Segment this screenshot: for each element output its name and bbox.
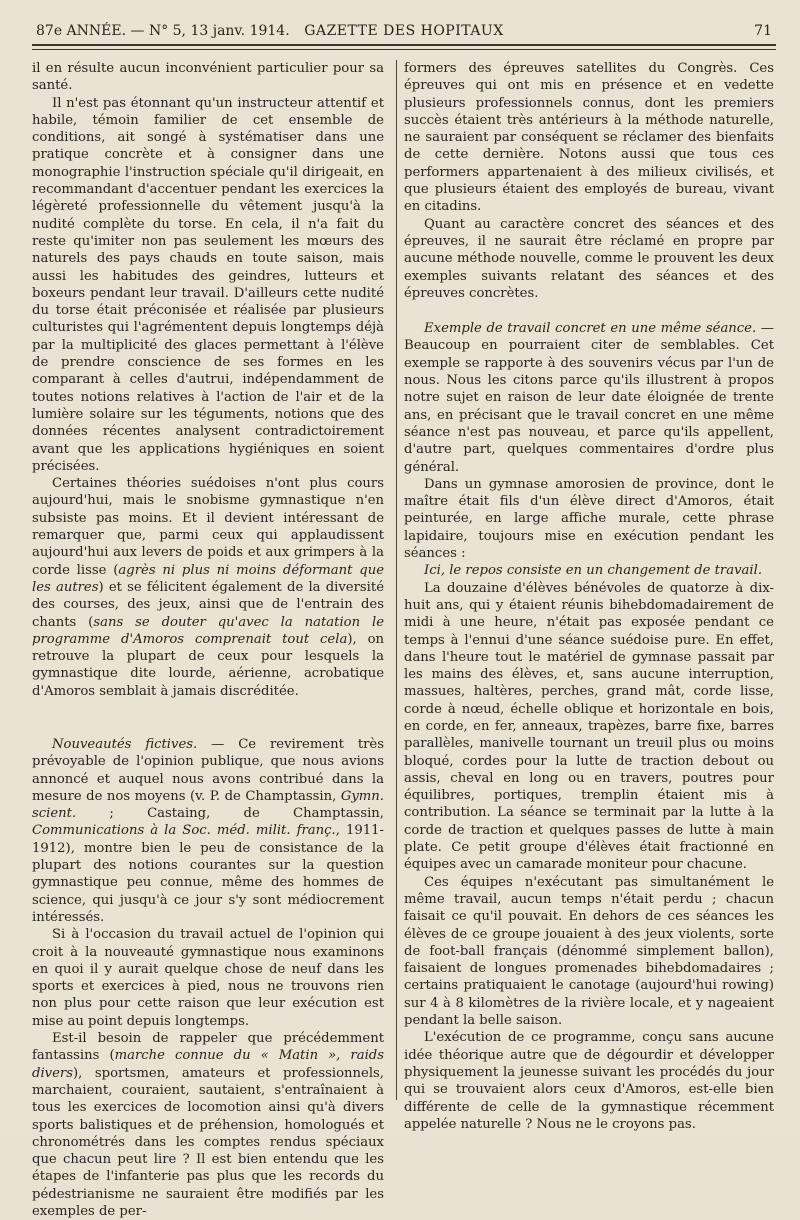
journal-title: GAZETTE DES HOPITAUX (304, 23, 504, 39)
paragraph: Quant au caractère concret des séances et des épreuves, il ne saurait être réclamé en propre par aucune méthode nouvelle, comme le prouvent les deux exemples suivants relatant des séances et des épreuves concrètes. (404, 216, 774, 301)
column-divider (396, 60, 397, 1100)
paragraph: Est-il besoin de rappeler que précédemment fantassins (marche connue du « Matin », raids divers), sportsmen, amateurs et professionnels, marchaient, couraient, sautaient, s'entraînaient à tous les exercices de locomotion ainsi qu'à divers sports balistiques et de préhension, homologués et chronométrés dans les comptes rendus spéciaux que chacun peut lire ? Il est bien entendu que les étapes de l'infanterie pas plus que les records du pédestrianisme ne sauraient être modifiés par les exemples de per- (32, 1031, 384, 1219)
issue-line: 87e ANNÉE. — N° 5, 13 janv. 1914. (36, 23, 290, 39)
paragraph: Ces équipes n'exécutant pas simultanément le même travail, aucun temps n'était perdu ; chacun faisait ce qu'il pouvait. En dehors de ces séances les élèves de ce groupe jouaient à des jeux violents, sorte de foot-ball français (dénommé simplement ballon), faisaient de longues promenades bihebdomadaires ; certains pratiquaient le canotage (aujourd'hui rowing) sur 4 à 8 kilomètres de la rivière locale, et y nageaient pendant la belle saison. (404, 874, 774, 1029)
page-number: 71 (754, 23, 772, 39)
section-paragraph: Exemple de travail concret en une même séance. — Beaucoup en pourraient citer de semblables. Cet exemple se rapporte à des souvenirs vécus par l'un de nous. Nous les citons parce qu'ils illustrent à propos notre sujet en raison de leur date éloignée de trente ans, en précisant que le travail concret en une même séance n'est pas nouveau, et parce qu'ils appellent, d'autre part, quelques commentaires d'ordre plus général. (404, 321, 774, 475)
page-header (36, 20, 772, 42)
section-title: Nouveautés fictives. (52, 736, 198, 752)
paragraph: formers des épreuves satellites du Congrès. Ces épreuves qui ont mis en présence et en vedette plusieurs professionnels connus, dont les premiers succès étaient très antérieurs à la méthode naturelle, ne sauraient par conséquent se réclamer des bienfaits de cette dernière. Notons aussi que tous ces performers appartenaient à des milieux civilisés, et que plusieurs étaient des employés de bureau, vivant en citadins. (404, 61, 774, 215)
header-rule-thin (32, 49, 776, 50)
paragraph: Si à l'occasion du travail actuel de l'opinion qui croit à la nouveauté gymnastique nous examinons en quoi il y aurait quelque chose de neuf dans les sports et exercices à pied, nous ne trouvons rien non plus pour cette raison que leur exécution est mise au point depuis longtemps. (32, 927, 384, 1029)
paragraph: Certaines théories suédoises n'ont plus cours aujourd'hui, mais le snobisme gymnastique n'en subsiste pas moins. Et il devient intéressant de remarquer que, parmi ceux qui applaudissent aujourd'hui aux levers de poids et aux grimpers à la corde lisse (agrès ni plus ni moins déformant que les autres) et se félicitent également de la diversité des courses, des jeux, ainsi que de l'entrain des chants (sans se douter qu'avec la natation le programme d'Amoros comprenait tout cela), on retrouve la plupart de ceux pour lesquels la gymnastique dite lourde, aérienne, acrobatique d'Amoros semblait à jamais discréditée. (32, 476, 385, 699)
motto: Ici, le repos consiste en un changement de travail. (424, 563, 763, 579)
header-rule-thick (32, 44, 776, 46)
section-paragraph: Nouveautés fictives. — Ce revirement très prévoyable de l'opinion publique, que nous avions annoncé et auquel nous avons contribué dans la mesure de nos moyens (v. P. de Champtassin, Gymn. scient. ; Castaing, de Champtassin, Communications à la Soc. méd. milit. franç., 1911-1912), montre bien le peu de consistance de la plupart des notions courantes sur la question gymnastique peu connue, même des hommes de science, qui jusqu'à ce jour s'y sont médiocrement intéressés. (32, 736, 384, 925)
left-column (32, 60, 384, 1220)
paragraph: Il n'est pas étonnant qu'un instructeur attentif et habile, témoin familier de cet ensemble de conditions, ait songé à systématiser dans une pratique concrète et à consigner dans une monographie l'instruction spéciale qu'il dirigeait, en recommandant d'accentuer pendant les exercices la légèreté professionnelle du vêtement jusqu'à la nudité complète du torse. En cela, il n'a fait du reste qu'imiter non pas seulement les mœurs des naturels des pays chauds en toute saison, mais aussi les habitudes des geindres, lutteurs et boxeurs pendant leur travail. D'ailleurs cette nudité du torse était préconisée et réalisée par plusieurs culturistes qui l'agrémentent depuis longtemps déjà par la multiplicité des glaces permettant à l'élève de prendre conscience de ses formes en les comparant à celles d'autrui, indépendamment de toutes notions relatives à l'action de l'air et de la lumière solaire sur les téguments, notions que des données récentes analysent contradictoirement avant que les applications hygiéniques en soient précisées. (32, 95, 384, 474)
paragraph: il en résulte aucun inconvénient particulier pour sa santé. (32, 61, 384, 94)
section-title: Exemple de travail concret en une même séance. (424, 321, 757, 337)
paragraph: La douzaine d'élèves bénévoles de quatorze à dix-huit ans, qui y étaient réunis bihebdomadairement de midi à une heure, n'était pas exposée pendant ce temps à l'ennui d'une séance suédoise pure. En effet, dans l'heure tout le matériel de gymnase passait par les mains des élèves, et, sans aucune interruption, massues, haltères, perches, grand mât, corde lisse, corde à nœud, échelle oblique et horizontale en bois, en corde, en fer, anneaux, trapèzes, barre fixe, barres parallèles, manivelle tournant un treuil plus ou moins bloqué, cordes pour la lutte de traction debout ou assis, cheval en long ou en travers, poutres pour équilibres, portiques, tremplin étaient mis à contribution. La séance se terminait par la lutte à la corde de traction et quelques passes de lutte à main plate. Ce petit groupe d'élèves était fractionné en équipes avec un camarade moniteur pour chacune. (404, 580, 774, 873)
right-column (404, 60, 774, 1133)
paragraph: L'exécution de ce programme, conçu sans aucune idée théorique autre que de dégourdir et développer physiquement la jeunesse suivant les procédés du jour qui se trouvaient alors ceux d'Amoros, est-elle bien différente de celle de la gymnastique récemment appelée naturelle ? Nous ne le croyons pas. (404, 1030, 774, 1132)
paragraph: Dans un gymnase amorosien de province, dont le maître était fils d'un élève direct d'Amoros, était peinturée, en large affiche murale, cette phrase lapidaire, toujours mise en exécution pendant les séances : (404, 476, 774, 562)
